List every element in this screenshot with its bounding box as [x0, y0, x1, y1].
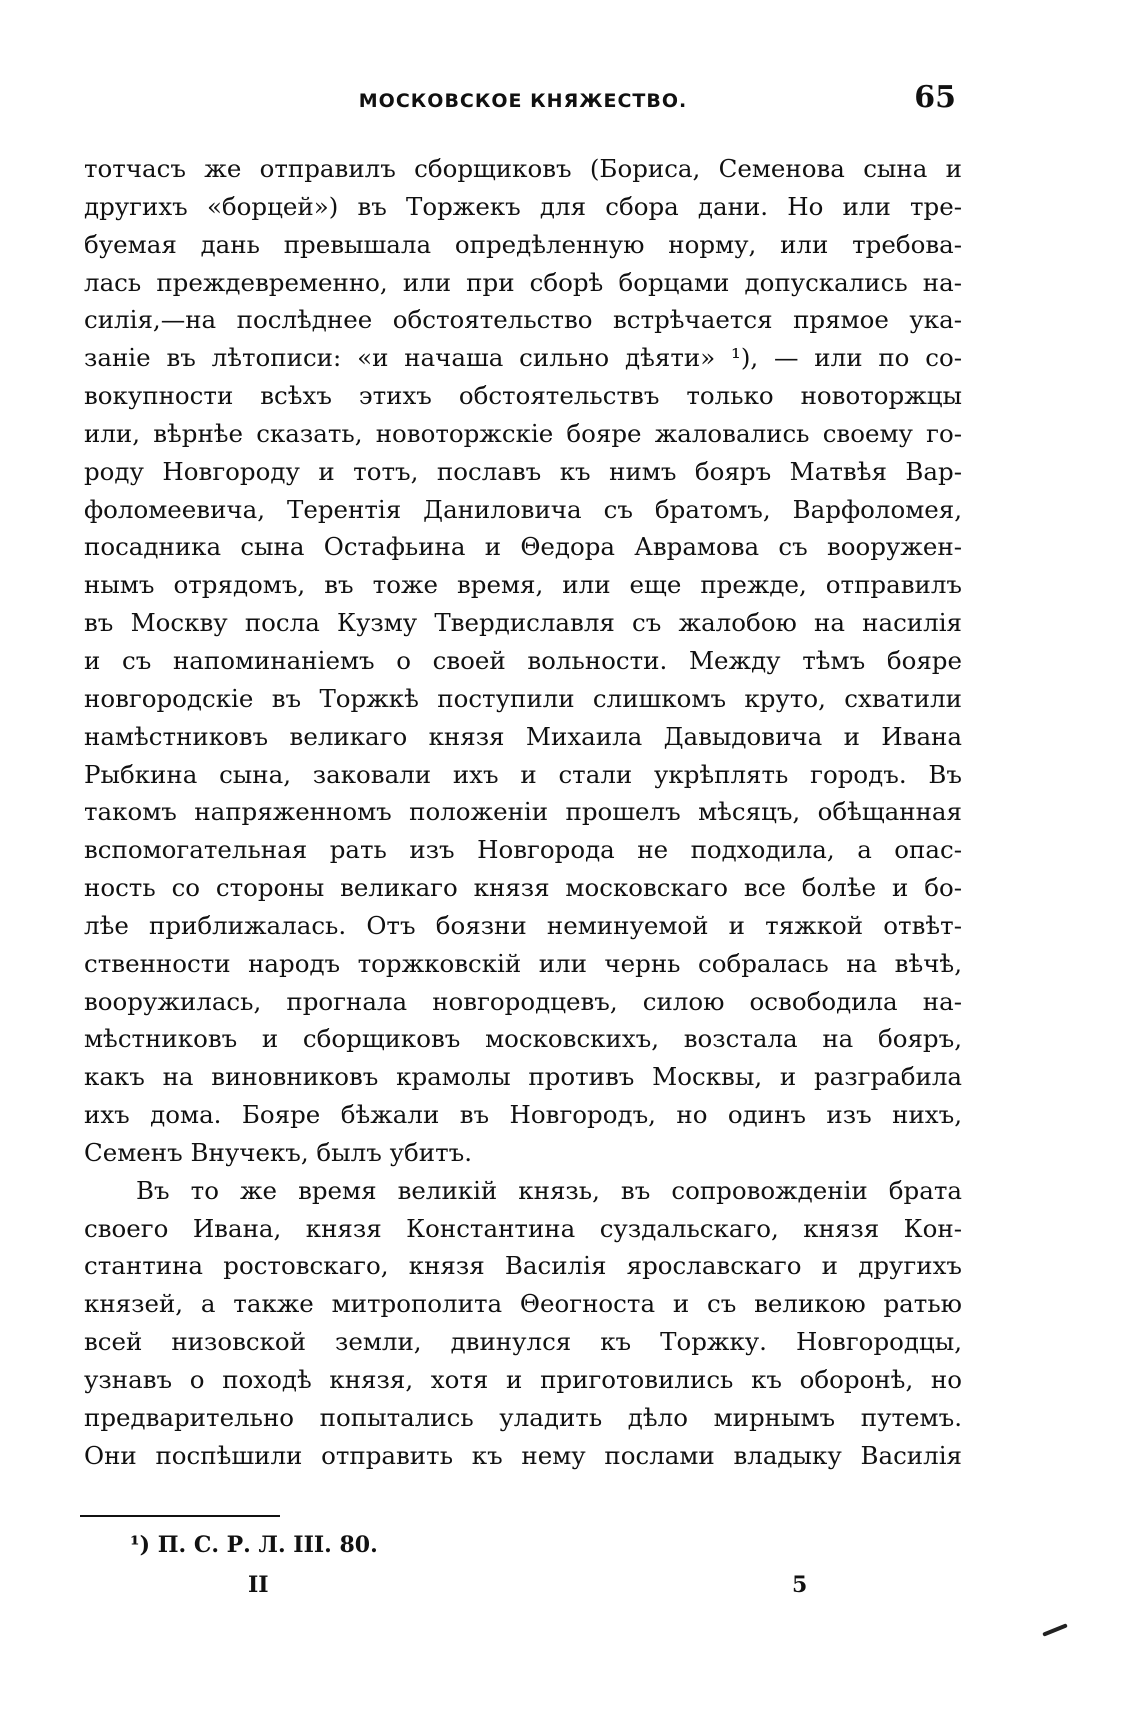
paragraph-end-line: Семенъ Внучекъ, былъ убитъ. — [84, 1137, 473, 1167]
text-line: князей, а также митрополита Θеогноста и съ великою ратью — [84, 1289, 962, 1319]
text-line: посадника сына Остафьина и Θедора Аврамова съ вооружен- — [84, 532, 962, 562]
body-text — [84, 150, 962, 1475]
text-line: стантина ростовскаго, князя Василія ярославскаго и другихъ — [84, 1251, 962, 1281]
footnote-divider — [80, 1515, 280, 1517]
text-line: ность со стороны великаго князя московскаго все болѣе и бо- — [84, 873, 962, 903]
paragraph-start-line: Въ то же время великій князь, въ сопровожденіи брата — [136, 1175, 962, 1205]
footnote-marker: ¹) — [130, 1532, 151, 1558]
text-line: заніе въ лѣтописи: «и начаша сильно дѣяти» ¹), — или по со- — [84, 343, 962, 373]
text-line: ственности народъ торжковскій или чернь собралась на вѣчѣ, — [84, 948, 962, 978]
running-head — [84, 80, 962, 128]
text-line: и съ напоминаніемъ о своей вольности. Между тѣмъ бояре — [84, 645, 962, 675]
text-line: новгородскіе въ Торжкѣ поступили слишкомъ круто, схватили — [84, 683, 962, 713]
text-line: всей низовской земли, двинулся къ Торжку. Новгородцы, — [84, 1327, 962, 1357]
text-line: или, вѣрнѣе сказать, новоторжскіе бояре жаловались своему го- — [84, 418, 962, 448]
signature-mark-right: 5 — [792, 1572, 808, 1598]
text-line: фоломеевича, Терентія Даниловича съ братомъ, Варфоломея, — [84, 494, 962, 524]
text-line: буемая дань превышала опредѣленную норму, или требова- — [84, 229, 962, 259]
text-line: намѣстниковъ великаго князя Михаила Давыдовича и Ивана — [84, 721, 962, 751]
text-line: Рыбкина сына, заковали ихъ и стали укрѣплять городъ. Въ — [84, 759, 962, 789]
text-line: вокупности всѣхъ этихъ обстоятельствъ только новоторжцы — [84, 381, 962, 411]
text-line: своего Ивана, князя Константина суздальскаго, князя Кон- — [84, 1213, 962, 1243]
text-line: какъ на виновниковъ крамолы противъ Москвы, и разграбила — [84, 1062, 962, 1092]
text-line: лѣе приближалась. Отъ боязни неминуемой и тяжкой отвѣт- — [84, 910, 962, 940]
text-line: лась преждевременно, или при сборѣ борцами допускались на- — [84, 267, 962, 297]
text-line: ихъ дома. Бояре бѣжали въ Новгородъ, но одинъ изъ нихъ, — [84, 1100, 962, 1130]
footnote — [130, 1532, 378, 1558]
text-line: силія,—на послѣднее обстоятельство встрѣчается прямое ука- — [84, 305, 962, 335]
text-line: тотчасъ же отправилъ сборщиковъ (Бориса, Семенова сына и — [84, 154, 962, 183]
page-number: 65 — [914, 80, 956, 115]
text-line: вооружилась, прогнала новгородцевъ, силою освободила на- — [84, 986, 962, 1016]
text-line: мѣстниковъ и сборщиковъ московскихъ, возстала на бояръ, — [84, 1024, 962, 1054]
text-line: Они поспѣшили отправить къ нему послами владыку Василія — [84, 1440, 962, 1470]
text-line: такомъ напряженномъ положеніи прошелъ мѣсяцъ, обѣщанная — [84, 797, 962, 827]
text-line: нымъ отрядомъ, въ тоже время, или еще прежде, отправилъ — [84, 570, 962, 600]
running-title: МОСКОВСКОЕ КНЯЖЕСТВО. — [358, 90, 688, 112]
text-line: вспомогательная рать изъ Новгорода не подходила, а опас- — [84, 835, 962, 865]
text-line: въ Москву посла Кузму Твердиславля съ жалобою на насилія — [84, 608, 962, 638]
ink-smudge — [1042, 1623, 1068, 1636]
text-line: роду Новгороду и тотъ, пославъ къ нимъ бояръ Матвѣя Вар- — [84, 456, 962, 486]
text-line: узнавъ о походѣ князя, хотя и приготовились къ оборонѣ, но — [84, 1365, 962, 1394]
text-line: предварительно попытались уладить дѣло мирнымъ путемъ. — [84, 1402, 962, 1432]
signature-mark-left: II — [248, 1572, 269, 1598]
text-line: другихъ «борцей») въ Торжекъ для сбора дани. Но или тре- — [84, 191, 962, 221]
footnote-text: П. С. Р. Л. III. 80. — [157, 1532, 378, 1558]
